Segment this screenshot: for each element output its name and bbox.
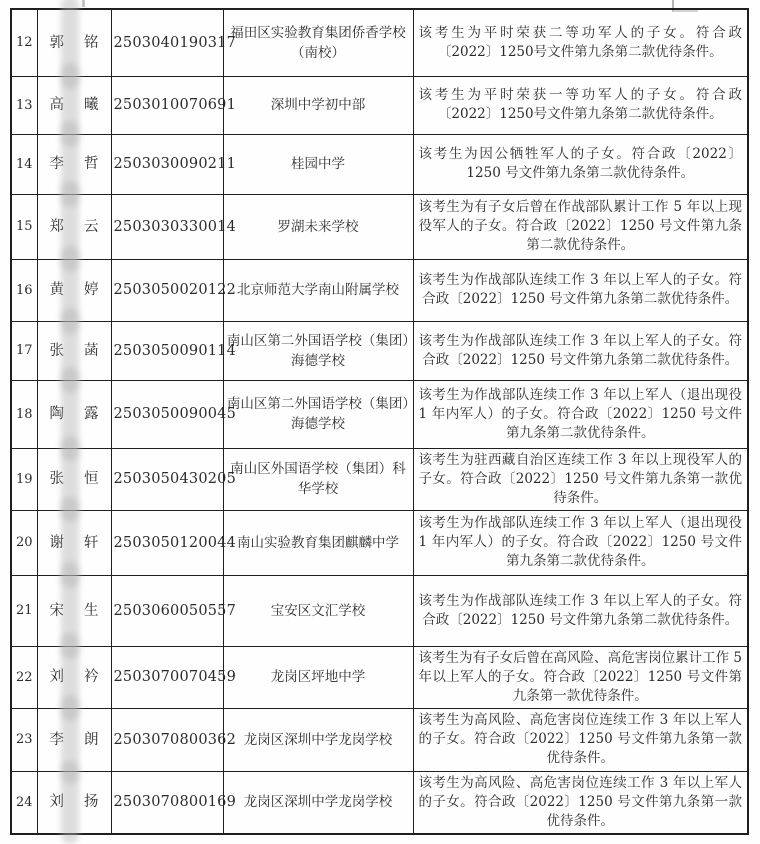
remark-cell: 该考生为高风险、高危害岗位连续工作 3 年以上军人的子女。符合政〔2022〕1250 号文件第九条第一款优待条件。 <box>413 708 748 771</box>
exam-number-cell: 2503040190317 <box>111 9 223 76</box>
student-name-cell <box>37 134 111 194</box>
table-row <box>11 194 748 259</box>
name-last-char: 衿 <box>84 669 99 685</box>
row-number-cell: 20 <box>11 510 37 575</box>
school-cell: 南山区第二外国语学校（集团）海德学校 <box>223 321 413 380</box>
table-row <box>11 380 748 448</box>
table-row <box>11 575 748 646</box>
row-number-cell: 18 <box>11 380 37 448</box>
student-name-cell <box>37 575 111 646</box>
name-first-char: 李 <box>49 156 64 172</box>
row-number-cell: 22 <box>11 646 37 708</box>
exam-number-cell: 2503050120044 <box>111 510 223 575</box>
name-first-char: 郭 <box>49 34 64 51</box>
exam-number-cell: 2503050430205 <box>111 448 223 510</box>
student-name-cell <box>37 76 111 134</box>
exam-number-cell: 2503060050557 <box>111 575 223 646</box>
table-row <box>11 259 748 321</box>
row-number-cell: 21 <box>11 575 37 646</box>
row-number-cell: 24 <box>11 771 37 834</box>
table-row <box>11 134 748 194</box>
exam-number-cell: 2503010070691 <box>111 76 223 134</box>
name-first-char: 张 <box>49 342 64 359</box>
student-name <box>38 280 111 300</box>
student-name-cell <box>37 448 111 510</box>
remark-cell: 该考生为作战部队连续工作 3 年以上军人（退出现役 1 年内军人）的子女。符合政〔2022〕1250 号文件第九条第二款优待条件。 <box>413 380 748 448</box>
student-name-cell <box>37 321 111 380</box>
name-first-char: 黄 <box>49 282 64 298</box>
school-cell: 南山区外国语学校（集团）科华学校 <box>223 448 413 510</box>
name-last-char: 扬 <box>84 794 99 810</box>
name-last-char: 生 <box>84 602 99 619</box>
student-name <box>38 667 111 687</box>
name-last-char: 菡 <box>84 342 99 359</box>
name-last-char: 露 <box>84 406 99 422</box>
school-cell: 北京师范大学南山附属学校 <box>223 259 413 321</box>
school-cell: 桂园中学 <box>223 134 413 194</box>
remark-cell: 该考生为因公牺牲军人的子女。符合政〔2022〕1250 号文件第九条第二款优待条件。 <box>413 134 748 194</box>
student-name <box>38 341 111 361</box>
remark-cell: 该考生为作战部队连续工作 3 年以上军人的子女。符合政〔2022〕1250 号文件第九条第二款优待条件。 <box>413 321 748 380</box>
name-first-char: 谢 <box>49 534 64 551</box>
student-name-cell <box>37 9 111 76</box>
table-row <box>11 448 748 510</box>
row-number-cell: 15 <box>11 194 37 259</box>
school-cell: 罗湖未来学校 <box>223 194 413 259</box>
exam-number-cell: 2503070800362 <box>111 708 223 771</box>
name-last-char: 轩 <box>84 534 99 551</box>
table-row <box>11 771 748 834</box>
student-name <box>38 792 111 812</box>
table-row <box>11 708 748 771</box>
school-cell: 龙岗区深圳中学龙岗学校 <box>223 771 413 834</box>
student-name <box>38 217 111 237</box>
student-name <box>38 404 111 424</box>
top-edge-scan-artifact <box>82 0 85 7</box>
exam-number-cell: 2503030330014 <box>111 194 223 259</box>
row-number-cell: 14 <box>11 134 37 194</box>
roster-table-body <box>11 9 748 834</box>
student-name <box>38 33 111 53</box>
table-row <box>11 646 748 708</box>
school-cell: 深圳中学初中部 <box>223 76 413 134</box>
name-first-char: 高 <box>49 97 64 113</box>
student-name <box>38 469 111 489</box>
name-first-char: 张 <box>49 471 64 487</box>
student-name-cell <box>37 646 111 708</box>
student-name <box>38 601 111 621</box>
name-last-char: 云 <box>84 218 99 235</box>
school-cell: 宝安区文汇学校 <box>223 575 413 646</box>
name-last-char: 恒 <box>84 471 99 487</box>
row-number-cell: 12 <box>11 9 37 76</box>
school-cell: 福田区实验教育集团侨香学校（南校） <box>223 9 413 76</box>
remark-cell: 该考生为有子女后曾在高风险、高危害岗位累计工作 5 年以上军人的子女。符合政〔2022〕1250 号文件第九条第一款优待条件。 <box>413 646 748 708</box>
exam-number-cell: 2503050020122 <box>111 259 223 321</box>
student-name-cell <box>37 708 111 771</box>
remark-cell: 该考生为有子女后曾在作战部队累计工作 5 年以上现役军人的子女。符合政〔2022〕1250 号文件第九条第二款优待条件。 <box>413 194 748 259</box>
name-last-char: 哲 <box>84 156 99 172</box>
student-name-cell <box>37 771 111 834</box>
name-first-char: 刘 <box>49 669 64 685</box>
table-row <box>11 76 748 134</box>
table-row <box>11 9 748 76</box>
exam-number-cell: 2503050090045 <box>111 380 223 448</box>
student-name-cell <box>37 380 111 448</box>
remark-cell: 该考生为作战部队连续工作 3 年以上军人的子女。符合政〔2022〕1250 号文件第九条第二款优待条件。 <box>413 575 748 646</box>
name-first-char: 郑 <box>49 218 64 235</box>
row-number-cell: 19 <box>11 448 37 510</box>
exam-number-cell: 2503050090114 <box>111 321 223 380</box>
row-number-cell: 16 <box>11 259 37 321</box>
name-first-char: 陶 <box>49 406 64 422</box>
name-last-char: 铭 <box>84 34 99 51</box>
student-name <box>38 154 111 174</box>
remark-cell: 该考生为平时荣获二等功军人的子女。符合政〔2022〕1250号文件第九条第二款优待条件。 <box>413 9 748 76</box>
remark-cell: 该考生为平时荣获一等功军人的子女。符合政〔2022〕1250号文件第九条第二款优待条件。 <box>413 76 748 134</box>
student-name-cell <box>37 259 111 321</box>
remark-cell: 该考生为作战部队连续工作 3 年以上军人的子女。符合政〔2022〕1250 号文件第九条第二款优待条件。 <box>413 259 748 321</box>
school-cell: 南山区第二外国语学校（集团）海德学校 <box>223 380 413 448</box>
school-cell: 南山实验教育集团麒麟中学 <box>223 510 413 575</box>
exam-number-cell: 2503070070459 <box>111 646 223 708</box>
remark-cell: 该考生为作战部队连续工作 3 年以上军人（退出现役 1 年内军人）的子女。符合政〔2022〕1250 号文件第九条第二款优待条件。 <box>413 510 748 575</box>
student-name <box>38 730 111 750</box>
exam-number-cell: 2503030090211 <box>111 134 223 194</box>
school-cell: 龙岗区深圳中学龙岗学校 <box>223 708 413 771</box>
student-roster-table <box>10 8 749 835</box>
name-last-char: 朗 <box>84 731 99 748</box>
student-name <box>38 533 111 553</box>
student-name <box>38 95 111 115</box>
name-first-char: 刘 <box>49 794 64 810</box>
exam-number-cell: 2503070800169 <box>111 771 223 834</box>
row-number-cell: 13 <box>11 76 37 134</box>
name-last-char: 婷 <box>84 282 99 298</box>
name-last-char: 曦 <box>84 97 99 113</box>
row-number-cell: 23 <box>11 708 37 771</box>
school-cell: 龙岗区坪地中学 <box>223 646 413 708</box>
name-first-char: 宋 <box>49 602 64 619</box>
table-row <box>11 321 748 380</box>
student-name-cell <box>37 194 111 259</box>
student-name-cell <box>37 510 111 575</box>
row-number-cell: 17 <box>11 321 37 380</box>
table-row <box>11 510 748 575</box>
remark-cell: 该考生为驻西藏自治区连续工作 3 年以上现役军人的子女。符合政〔2022〕1250 号文件第九条第一款优待条件。 <box>413 448 748 510</box>
name-first-char: 李 <box>49 731 64 748</box>
remark-cell: 该考生为高风险、高危害岗位连续工作 3 年以上军人的子女。符合政〔2022〕1250 号文件第九条第一款优待条件。 <box>413 771 748 834</box>
